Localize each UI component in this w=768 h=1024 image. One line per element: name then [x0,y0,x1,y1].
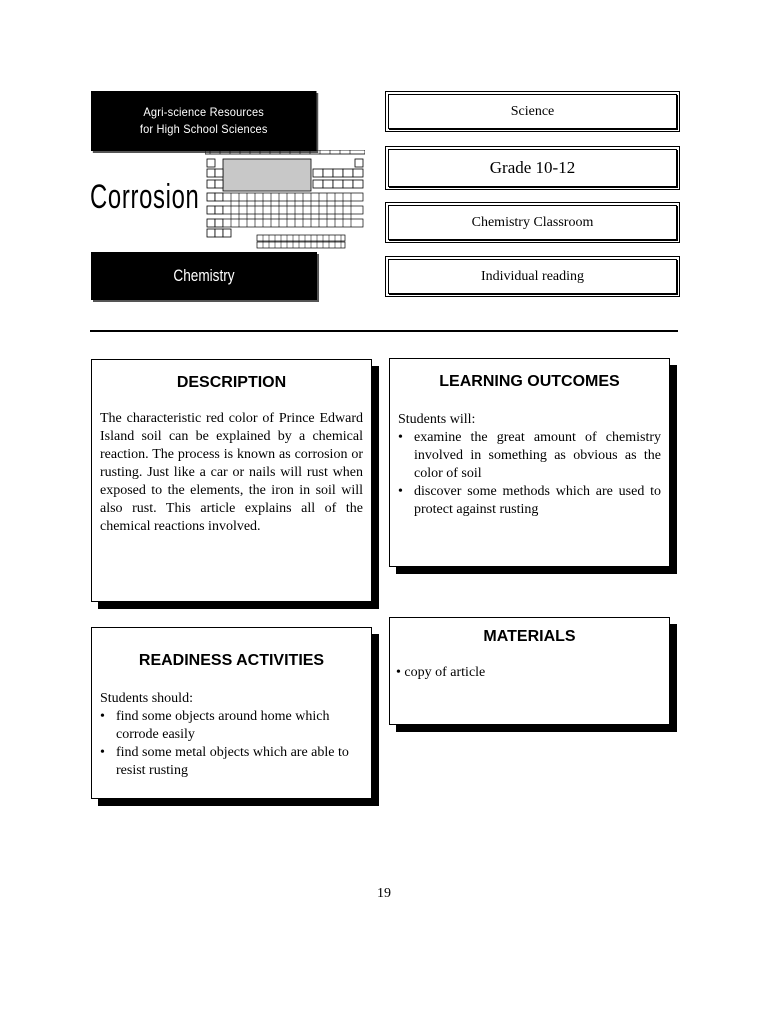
section-divider [90,330,678,332]
bullet-icon: • [398,484,403,499]
list-item [398,429,661,483]
bullet-icon: • [100,745,105,760]
readiness-heading: READINESS ACTIVITIES [138,652,325,669]
materials-box [389,617,670,725]
series-line-1: Agri-science Resources [143,105,265,119]
list-item-text: find some metal objects which are able to resist rusting [116,745,349,778]
materials-item-text: copy of article [404,665,486,680]
subject-label: Chemistry [173,266,235,285]
subject-banner [91,252,317,300]
list-item [100,708,363,744]
list-item [100,744,363,780]
learning-outcomes-box [389,358,670,567]
periodic-table-graphic [205,150,365,250]
bullet-icon: • [398,430,403,445]
readiness-activities-box [91,627,372,799]
list-item-text: discover some methods which are used to protect against rusting [414,484,661,517]
list-item-text: examine the great amount of chemistry involved in something as obvious as the color of soil [414,430,661,481]
description-heading: DESCRIPTION [176,374,287,391]
description-box [91,359,372,602]
series-line-2: for High School Sciences [139,122,268,136]
format-label: Individual reading [388,259,677,294]
description-text: The characteristic red color of Prince Edward Island soil can be explained by a chemical reaction. The process is known as corrosion or rusting. Just like a car or nails will rust when exposed to the elements, the iron in soil will also rust. This article explains all of the chemical reactions involved. [100,411,363,534]
list-item-text: find some objects around home which corrode easily [116,709,330,742]
series-banner [91,91,316,151]
readiness-list [100,708,363,780]
page-title: Corrosion [90,178,200,216]
readiness-intro: Students should: [100,691,193,706]
page-number: 19 [377,886,391,901]
bullet-icon: • [100,709,105,724]
list-item [398,483,661,519]
setting-label: Chemistry Classroom [388,205,677,240]
materials-heading: MATERIALS [483,628,576,645]
materials-item [396,664,663,682]
bullet-icon: • [396,665,401,680]
grade-label: Grade 10-12 [388,149,677,187]
learning-outcomes-intro: Students will: [398,412,476,427]
discipline-label: Science [388,94,677,129]
learning-outcomes-heading: LEARNING OUTCOMES [439,373,620,390]
learning-outcomes-list [398,429,661,519]
